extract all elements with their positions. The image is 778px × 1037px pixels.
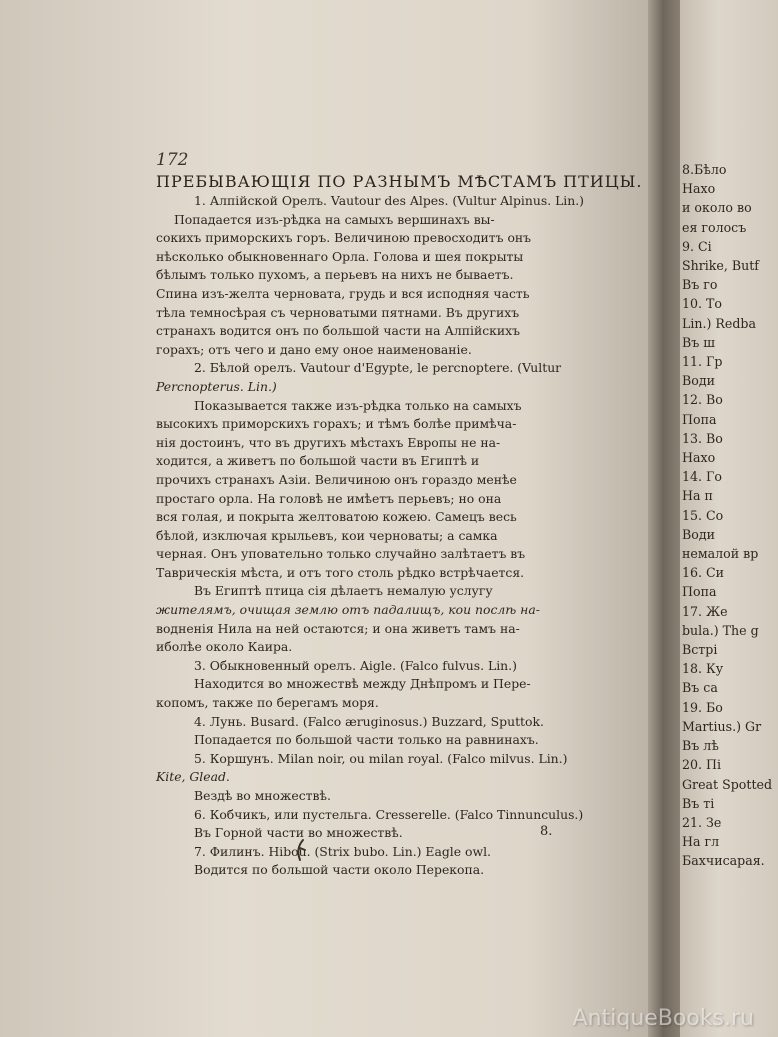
text-line: 3. Обыкновенный орелъ. Aigle. (Falco fulvus. Lin.): [194, 657, 517, 673]
text-line: Спина изъ-желта черновата, грудь и вся исподняя часть: [156, 285, 530, 301]
right-page-line: Въ ті: [682, 795, 715, 811]
right-book-page: [680, 0, 778, 1037]
right-page-line: Бахчисарая.: [682, 853, 765, 869]
right-page-line: 20. Пі: [682, 757, 722, 773]
right-page-line: Води: [682, 526, 715, 542]
text-line: Percnopterus. Lin.): [156, 378, 277, 394]
right-page-line: На п: [682, 488, 713, 504]
right-page-line: 16. Си: [682, 565, 725, 581]
ink-mark-icon: [294, 838, 308, 862]
text-line: Попадается изъ-рѣдка на самыхъ вершинахъ вы-: [174, 211, 495, 227]
text-line: Въ Горной части во множествѣ.: [194, 825, 403, 841]
right-page-line: и около во: [682, 200, 752, 216]
right-page-line: Въ лѣ: [682, 738, 719, 754]
right-page-line: 17. Же: [682, 603, 728, 619]
right-page-line: Встрі: [682, 642, 718, 658]
text-line: Водится по большой части около Перекопа.: [194, 862, 485, 878]
right-page-line: 21. Зе: [682, 814, 722, 830]
watermark: AntiqueBooks.ru: [572, 1006, 754, 1031]
right-page-line: немалой вр: [682, 546, 759, 562]
text-line: сокихъ приморскихъ горъ. Величиною превосходитъ онъ: [156, 230, 532, 246]
right-page-line: Въ ш: [682, 334, 715, 350]
page-body-text: [156, 192, 585, 880]
text-line: копомъ, также по берегамъ моря.: [156, 695, 379, 711]
right-page-line: Попа: [682, 411, 717, 427]
right-page-line: 8.Бѣло: [682, 162, 727, 177]
text-line: прочихъ странахъ Азіи. Величиною онъ гораздо менѣе: [156, 471, 517, 487]
right-page-line: Lin.) Redba: [682, 315, 756, 331]
right-page-line: Води: [682, 373, 715, 389]
text-line: нія достоинъ, что въ другихъ мѣстахъ Европы не на-: [156, 434, 501, 450]
text-line: горахъ; отъ чего и дано ему оное наименованіе.: [156, 341, 472, 357]
right-page-line: 15. Со: [682, 507, 724, 523]
page-number: 172: [156, 150, 189, 170]
text-line: Попадается по большой части только на равнинахъ.: [194, 732, 539, 748]
text-line: простаго орла. На головѣ не имѣетъ перьевъ; но она: [156, 490, 502, 506]
text-line: 7. Филинъ. Hibou. (Strix bubo. Lin.) Eagle owl.: [194, 843, 491, 859]
text-line: 2. Бѣлой орелъ. Vautour d'Egypte, le percnoptere. (Vultur: [194, 360, 562, 376]
catchword: 8.: [540, 824, 553, 839]
text-line: черная. Онъ уповательно только случайно залѣтаетъ въ: [156, 546, 526, 562]
right-page-line: Попа: [682, 584, 717, 600]
right-page-line: Нахо: [682, 450, 716, 466]
right-page-line: 12. Во: [682, 392, 723, 408]
text-line: жителямъ, очищая землю отъ падалищъ, кои послѣ на-: [156, 602, 540, 618]
text-line: 5. Коршунъ. Milan noir, ou milan royal. (Falco milvus. Lin.): [194, 750, 568, 766]
right-page-line: bula.) The g: [682, 622, 759, 638]
right-page-line: ея голосъ: [682, 219, 747, 235]
text-line: бѣлой, изключая крыльевъ, кои черноваты; а самка: [156, 527, 498, 543]
text-line: Таврическія мѣста, и отъ того столь рѣдко встрѣчается.: [156, 564, 525, 580]
right-page-line: Shrike, Butf: [682, 258, 759, 274]
right-page-line: Нахо: [682, 181, 716, 197]
text-line: Вездѣ во множествѣ.: [194, 788, 331, 803]
text-line: иболѣе около Каира.: [156, 639, 293, 655]
page-title: ПРЕБЫВАЮЩІЯ ПО РАЗНЫМЪ МѢСТАМЪ ПТИЦЫ.: [156, 172, 643, 191]
text-line: Показывается также изъ-рѣдка только на самыхъ: [194, 397, 522, 413]
right-page-text: [682, 160, 772, 871]
text-line: 6. Кобчикъ, или пустельга. Cresserelle. (Falco Tinnunculus.): [194, 806, 584, 822]
text-line: Kite, Glead.: [156, 769, 230, 785]
text-line: 1. Алпійской Орелъ. Vautour des Alpes. (Vultur Alpinus. Lin.): [194, 193, 585, 208]
text-line: Находится во множествѣ между Днѣпромъ и Пере-: [194, 676, 531, 692]
right-page-line: 10. То: [682, 296, 723, 312]
text-line: водненія Нила на ней остаются; и она живетъ тамъ на-: [156, 620, 520, 636]
right-page-line: 14. Го: [682, 469, 722, 485]
text-line: странахъ водится онъ по большой части на Алпійскихъ: [156, 323, 521, 339]
text-line: бѣлымъ только пухомъ, а перьевъ на нихъ не бываетъ.: [156, 267, 514, 283]
text-line: нѣсколько обыкновеннаго Орла. Голова и шея покрыты: [156, 248, 524, 264]
text-line: высокихъ приморскихъ горахъ; и тѣмъ болѣе примѣча-: [156, 416, 517, 432]
right-page-line: Martius.) Gr: [682, 718, 762, 734]
right-page-line: На гл: [682, 834, 720, 850]
book-gutter: [648, 0, 682, 1037]
text-line: 4. Лунь. Busard. (Falco æruginosus.) Buzzard, Sputtok.: [194, 713, 544, 729]
right-page-line: 13. Во: [682, 430, 723, 446]
text-line: ходится, а живетъ по большой части въ Египтѣ и: [156, 453, 480, 469]
right-page-line: Въ го: [682, 277, 718, 293]
text-line: вся голая, и покрыта желтоватою кожею. Самецъ весь: [156, 509, 517, 525]
text-line: тѣла темносѣрая съ черноватыми пятнами. Въ другихъ: [156, 304, 520, 320]
right-page-line: Въ са: [682, 680, 718, 696]
right-page-line: Great Spotted: [682, 776, 773, 792]
text-line: Въ Египтѣ птица сія дѣлаетъ немалую услугу: [194, 583, 493, 599]
right-page-line: 19. Бо: [682, 699, 723, 715]
right-page-line: 18. Ку: [682, 661, 724, 677]
right-page-line: 11. Гр: [682, 354, 723, 370]
right-page-line: 9. Сі: [682, 238, 712, 254]
